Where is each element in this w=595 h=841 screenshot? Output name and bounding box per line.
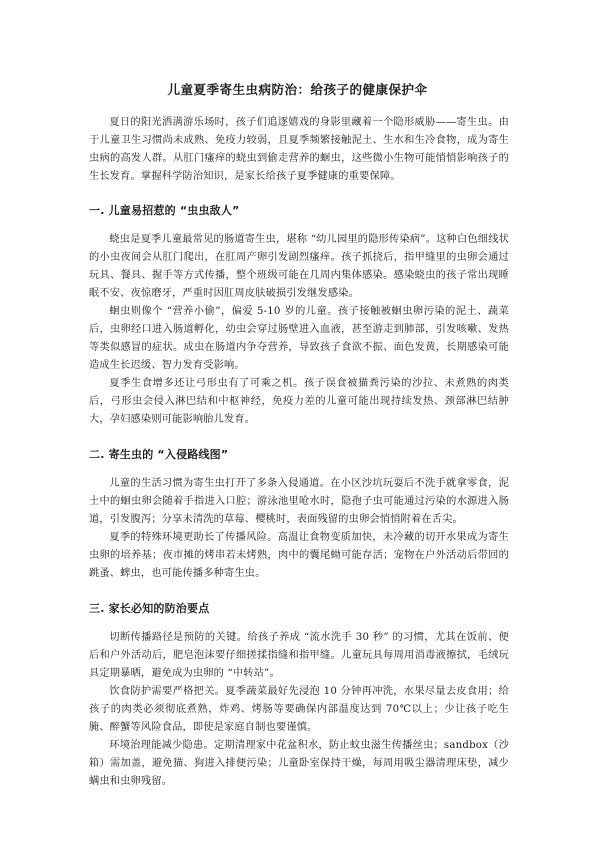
section-heading: 二. 寄生虫的 “入侵路线图” bbox=[89, 448, 229, 461]
section-2 bbox=[89, 446, 509, 583]
body-paragraph: 夏季的特殊环境更助长了传播风险。高温让食物变质加快，未冷藏的切开水果成为寄生虫卵的培养基；夜市摊的烤串若未烤熟，肉中的囊尾蚴可能存活；宠物在户外活动后带回的跳蚤、蜱虫，也可能传播多种寄生虫。 bbox=[89, 532, 509, 579]
body-paragraph: 饮食防护需要严格把关。夏季蔬菜最好先浸泡 10 分钟再冲洗，水果尽量去皮食用；给孩子的肉类必须彻底煮熟，炸鸡、烤肠等要确保内部温度达到 70℃以上；少让孩子吃生腌、醉蟹等风险食品，即使是家庭自制也要谨慎。 bbox=[89, 686, 509, 733]
section-heading: 一. 儿童易招惹的 “虫虫敌人” bbox=[89, 204, 240, 217]
section-3 bbox=[89, 600, 509, 791]
document-title: 儿童夏季寄生虫病防治：给孩子的健康保护伞 bbox=[167, 82, 428, 97]
body-paragraph: 儿童的生活习惯为寄生虫打开了多条入侵通道。在小区沙坑玩耍后不洗手就拿零食，泥土中的蛔虫卵会随着手指进入口腔；游泳池里呛水时，隐孢子虫可能通过污染的水源进入肠道，引发腹泻；分享未清洗的草莓、樱桃时，表面残留的虫卵会悄悄附着在舌尖。 bbox=[89, 478, 509, 525]
section-heading: 三. 家长必知的防治要点 bbox=[89, 602, 210, 615]
body-paragraph: 切断传播路径是预防的关键。给孩子养成 “流水洗手 30 秒” 的习惯，尤其在饭前、便后和户外活动后，肥皂泡沫要仔细搓揉指缝和指甲缝。儿童玩具每周用消毒液擦拭，毛绒玩具定期暴晒，避免成为虫卵的 “中转站”。 bbox=[89, 632, 509, 679]
body-paragraph: 蛲虫是夏季儿童最常见的肠道寄生虫，堪称 “幼儿园里的隐形传染病”。这种白色细线状的小虫夜间会从肛门爬出，在肛周产卵引发剧烈瘙痒。孩子抓挠后，指甲缝里的虫卵会通过玩具、餐具、握手等方式传播，整个班级可能在几周内集体感染。感染蛲虫的孩子常出现睡眠不安、夜惊磨牙，严重时因肛周皮肤破损引发继发感染。 bbox=[89, 234, 509, 299]
body-paragraph: 环境治理能减少隐患。定期清理家中花盆积水，防止蚊虫滋生传播丝虫；sandbox（沙箱）需加盖，避免猫、狗进入排便污染；儿童卧室保持干燥，每周用吸尘器清理床垫，减少螨虫和虫卵残留。 bbox=[89, 740, 509, 787]
body-paragraph: 蛔虫则像个 “营养小偷”，偏爱 5-10 岁的儿童。孩子接触被蛔虫卵污染的泥土、蔬菜后，虫卵经口进入肠道孵化，幼虫会穿过肠壁进入血液，甚至游走到肺部，引发咳嗽、发热等类似感冒的症状。成虫在肠道内争夺营养，导致孩子食欲不振、面色发黄，长期感染可能造成生长迟缓、智力发育受影响。 bbox=[89, 306, 509, 371]
section-1 bbox=[89, 202, 509, 429]
body-paragraph: 夏季生食增多还让弓形虫有了可乘之机。孩子误食被猫粪污染的沙拉、未煮熟的肉类后，弓形虫会侵入淋巴结和中枢神经，免疫力差的儿童可能出现持续发热、颈部淋巴结肿大，孕妇感染则可能影响胎儿发育。 bbox=[89, 378, 509, 425]
intro-paragraph: 夏日的阳光洒满游乐场时，孩子们追逐嬉戏的身影里藏着一个隐形威胁——寄生虫。由于儿童卫生习惯尚未成熟、免疫力较弱，且夏季频繁接触泥土、生水和生冷食物，成为寄生虫病的高发人群。从肛门瘙痒的蛲虫到偷走营养的蛔虫，这些微小生物可能悄悄影响孩子的生长发育。掌握科学防治知识，是家长给孩子夏季健康的重要保障。 bbox=[89, 117, 509, 182]
document-body bbox=[89, 114, 509, 791]
